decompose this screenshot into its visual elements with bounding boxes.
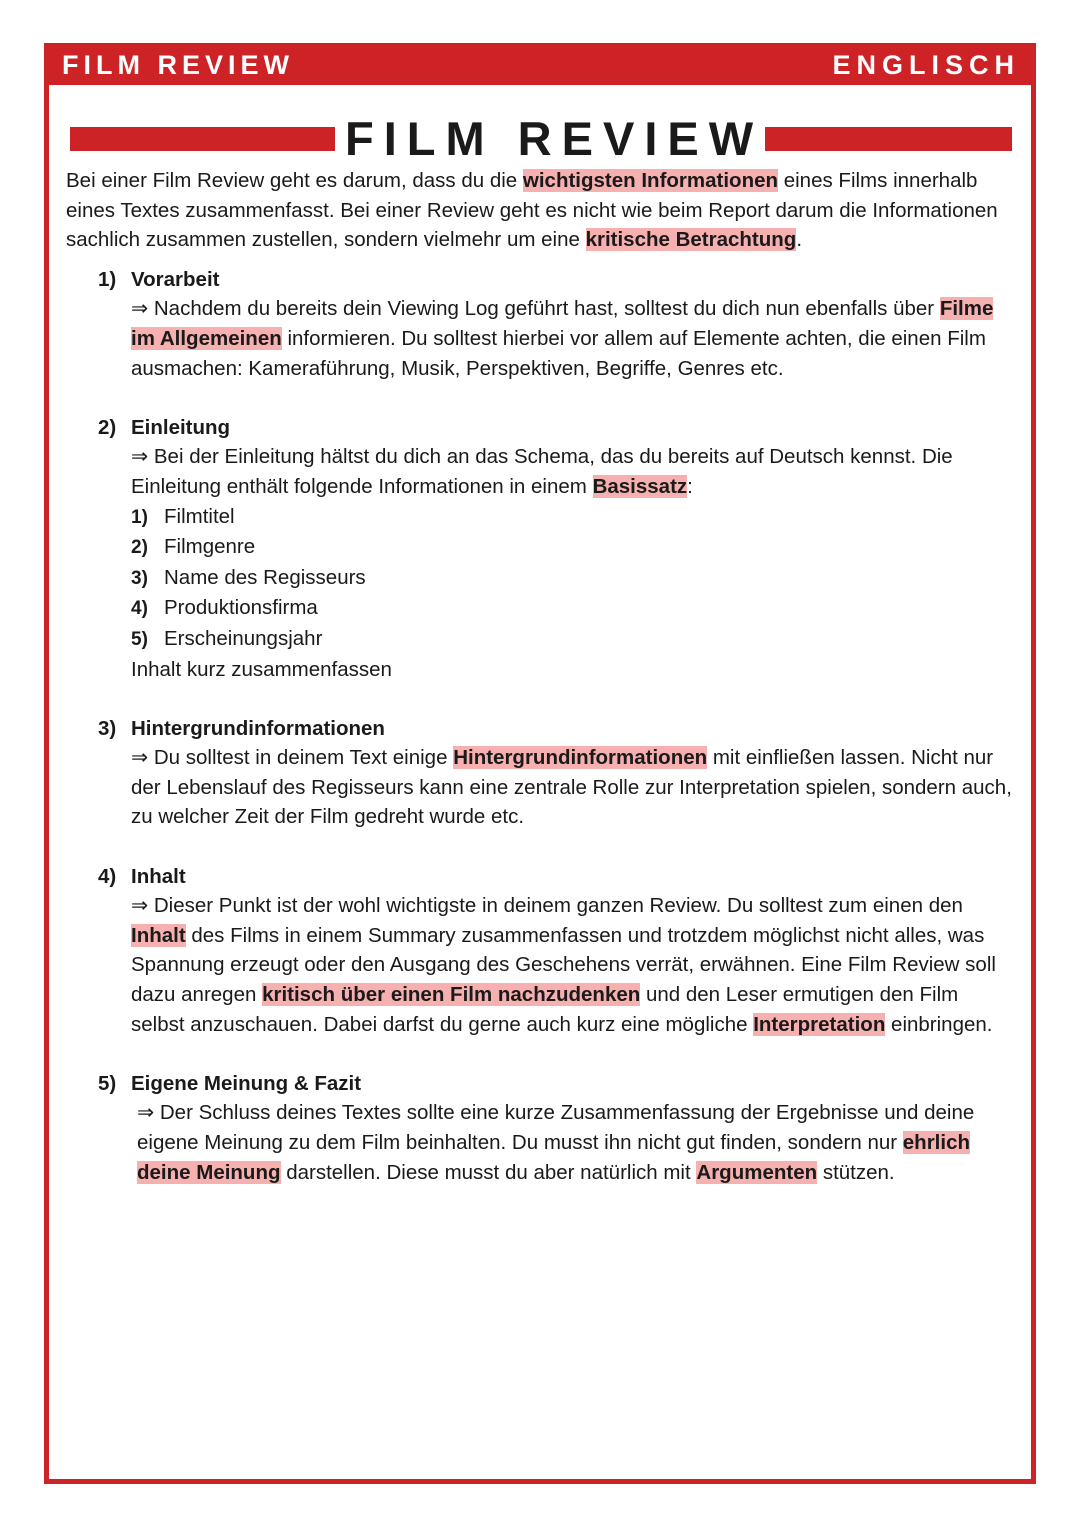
section-heading (98, 714, 1016, 744)
section-paragraph (131, 891, 1016, 1039)
body-text: mit einfließen lassen. Nicht nur der Lebenslauf des Regisseurs kann eine zentrale Rolle zur Interpretation spielen, sondern auch, zu welcher Zeit der Film gedreht wurde etc. (131, 746, 1012, 829)
highlight: Interpretation (753, 1012, 886, 1036)
section-body (131, 743, 1016, 832)
body-text: darstellen. Diese musst du aber natürlich mit (280, 1160, 697, 1184)
intro-text: . (796, 228, 803, 252)
highlight: Inhalt (131, 923, 186, 947)
section-title: Hintergrundinformationen (131, 716, 385, 740)
intro-text: Bei einer Film Review geht es darum, dass du die (66, 169, 523, 192)
title-rule-left (70, 127, 335, 151)
highlight: wichtigsten Informationen (522, 169, 779, 192)
section-number: 4) (98, 864, 117, 888)
list-number: 1) (131, 506, 148, 528)
section-title: Inhalt (131, 864, 186, 888)
body-text: ⇒ Dieser Punkt ist der wohl wichtigste in deinem ganzen Review. Du solltest zum einen den (131, 894, 963, 918)
intro-items-list (131, 502, 1016, 655)
list-text: Name des Regisseurs (164, 565, 366, 589)
section-heading (98, 413, 1016, 443)
section-body (131, 442, 1016, 684)
list-number: 4) (131, 598, 148, 620)
intro-paragraph (66, 166, 1016, 255)
list-text: Produktionsfirma (164, 596, 318, 620)
highlight: Filme im Allgemeinen (131, 297, 994, 350)
list-item (131, 624, 1016, 655)
body-text: des Films in einem Summary zusammenfassen und trotzdem möglichst nicht alles, was Spannung erzeugt oder den Ausgang des Geschehens verrät, erwähnen. Eine Film Review soll dazu anregen (131, 923, 996, 1007)
list-text: Erscheinungsjahr (164, 626, 323, 650)
section-hintergrund (98, 714, 1016, 832)
page-title: FILM REVIEW (345, 112, 764, 165)
body-text: ⇒ Bei der Einleitung hältst du dich an das Schema, das du bereits auf Deutsch kennst. Die Einleitung enthält folgende Informationen in einem (131, 445, 953, 498)
highlight: kritisch über einen Film nachzudenken (262, 983, 641, 1007)
title-row (70, 114, 1012, 164)
section-number: 5) (98, 1071, 117, 1095)
section-heading (98, 265, 1016, 295)
list-item (131, 593, 1016, 624)
list-number: 2) (131, 537, 148, 559)
section-number: 2) (98, 415, 117, 439)
highlight: kritische Betrachtung (585, 228, 797, 252)
section-number: 3) (98, 716, 117, 740)
section-meinung-fazit (98, 1069, 1016, 1187)
intro-text: eines Films innerhalb eines Textes zusammenfasst. Bei einer Review geht es nicht wie beim Report darum die Informationen sachlich zusammen zustellen, sondern vielmehr um eine (66, 169, 998, 252)
body-text: stützen. (817, 1160, 895, 1184)
body-text: informieren. Du solltest hierbei vor allem auf Elemente achten, die einen Film ausmachen: Kameraführung, Musik, Perspektiven, Begriffe, Genres etc. (131, 326, 986, 380)
section-body (137, 1098, 1016, 1187)
highlight: ehrlich deine Meinung (137, 1131, 970, 1184)
list-item (131, 563, 1016, 594)
header-left-label: FILM REVIEW (62, 50, 294, 80)
highlight: Basissatz (592, 474, 688, 498)
list-item (131, 532, 1016, 563)
body-text: ⇒ Nachdem du bereits dein Viewing Log geführt hast, solltest du dich nun ebenfalls über (131, 297, 940, 321)
header-right-label: ENGLISCH (832, 50, 1020, 80)
list-number: 3) (131, 567, 148, 589)
list-tail: Inhalt kurz zusammenfassen (131, 657, 392, 681)
list-text: Filmgenre (164, 535, 256, 559)
section-paragraph (131, 294, 1016, 383)
section-title: Vorarbeit (131, 267, 220, 291)
section-inhalt (98, 862, 1016, 1040)
list-text: Filmtitel (164, 504, 235, 528)
body-text: ⇒ Du solltest in deinem Text einige (131, 746, 454, 770)
section-paragraph (137, 1098, 1016, 1187)
list-item (131, 502, 1016, 533)
section-body (131, 294, 1016, 383)
title-rule-right (765, 127, 1012, 151)
section-paragraph (131, 743, 1016, 832)
highlight: Hintergrundinformationen (453, 746, 708, 770)
section-title: Eigene Meinung & Fazit (131, 1071, 362, 1095)
body-text: ⇒ Der Schluss deines Textes sollte eine kurze Zusammenfassung der Ergebnisse und deine eigene Meinung zu dem Film beinhalten. Du musst ihn nicht gut finden, sondern nur (137, 1101, 975, 1154)
section-vorarbeit (98, 265, 1016, 383)
section-title: Einleitung (131, 415, 231, 439)
section-heading (98, 862, 1016, 892)
section-number: 1) (98, 267, 117, 291)
section-body (131, 891, 1016, 1039)
body-text: einbringen. (885, 1012, 993, 1036)
body-text: und den Leser ermutigen den Film selbst anzuschauen. Dabei darfst du gerne auch kurz eine mögliche (131, 983, 959, 1036)
section-paragraph (131, 442, 1016, 501)
list-number: 5) (131, 628, 148, 650)
document-body (66, 166, 1016, 1187)
section-einleitung (98, 413, 1016, 684)
section-heading (98, 1069, 1016, 1099)
body-text: : (687, 474, 693, 498)
highlight: Argumenten (696, 1160, 818, 1184)
